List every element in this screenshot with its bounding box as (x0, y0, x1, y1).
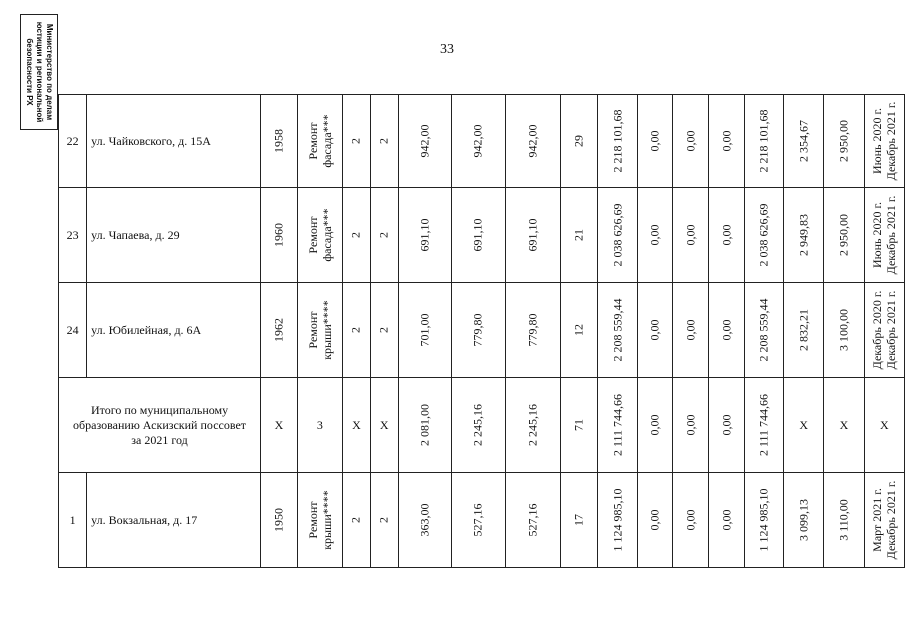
row-regional: 0,00 (673, 473, 709, 568)
row-owners: 1 124 985,10 (744, 473, 783, 568)
row-regional: 0,00 (673, 95, 709, 188)
row-work-type: Ремонт крыши**** (297, 283, 342, 378)
row-area-residential-2: 942,00 (505, 95, 560, 188)
total-owners: 2 111 744,66 (744, 378, 783, 473)
row-entrances: 2 (370, 95, 398, 188)
row-owners: 2 208 559,44 (744, 283, 783, 378)
row-area-residential: 527,16 (452, 473, 506, 568)
row-area-residential-2: 779,80 (505, 283, 560, 378)
row-limit-cost: 3 100,00 (824, 283, 864, 378)
stamp-text (24, 16, 54, 128)
row-area-total: 363,00 (398, 473, 452, 568)
row-address: ул. Юбилейная, д. 6А (87, 283, 261, 378)
row-area-total: 701,00 (398, 283, 452, 378)
row-area-residential-2: 691,10 (505, 188, 560, 283)
row-number: 1 (59, 473, 87, 568)
row-unit-cost: 2 832,21 (784, 283, 824, 378)
row-entrances: 2 (370, 473, 398, 568)
row-area-residential: 779,80 (452, 283, 506, 378)
row-cost-total: 1 124 985,10 (598, 473, 637, 568)
row-residents: 17 (560, 473, 598, 568)
row-work-type: Ремонт крыши**** (297, 473, 342, 568)
total-regional: 0,00 (673, 378, 709, 473)
row-unit-cost: 3 099,13 (784, 473, 824, 568)
row-residents: 12 (560, 283, 598, 378)
stamp-line-1: Министерство по делам (45, 23, 54, 121)
row-limit-cost: 2 950,00 (824, 188, 864, 283)
row-floors: 2 (343, 95, 371, 188)
total-local: 0,00 (709, 378, 745, 473)
row-area-residential-2: 527,16 (505, 473, 560, 568)
row-residents: 29 (560, 95, 598, 188)
row-owners: 2 038 626,69 (744, 188, 783, 283)
total-area-total: 2 081,00 (398, 378, 452, 473)
table-row (59, 283, 905, 378)
housing-repair-table (58, 94, 905, 568)
row-fund: 0,00 (637, 283, 673, 378)
total-label: Итого по муниципальному образованию Аскизский поссовет за 2021 год (59, 378, 261, 473)
row-number: 22 (59, 95, 87, 188)
registration-stamp (20, 14, 58, 130)
table-row (59, 188, 905, 283)
row-regional: 0,00 (673, 283, 709, 378)
row-residents: 21 (560, 188, 598, 283)
stamp-line-2: юстиции и региональной (35, 21, 44, 123)
row-cost-total: 2 208 559,44 (598, 283, 637, 378)
table-row (59, 95, 905, 188)
row-work-type: Ремонт фасада*** (297, 188, 342, 283)
row-floors: 2 (343, 283, 371, 378)
row-regional: 0,00 (673, 188, 709, 283)
row-unit-cost: 2 354,67 (784, 95, 824, 188)
row-year: 1950 (261, 473, 298, 568)
total-cost-total: 2 111 744,66 (598, 378, 637, 473)
row-area-residential: 691,10 (452, 188, 506, 283)
row-address: ул. Чапаева, д. 29 (87, 188, 261, 283)
total-year: Х (261, 378, 298, 473)
row-year: 1962 (261, 283, 298, 378)
row-dates: Июнь 2020 г. Декабрь 2021 г. (864, 95, 904, 188)
row-limit-cost: 3 110,00 (824, 473, 864, 568)
row-local: 0,00 (709, 473, 745, 568)
row-local: 0,00 (709, 95, 745, 188)
row-entrances: 2 (370, 188, 398, 283)
total-floors: Х (343, 378, 371, 473)
total-unit-cost: Х (784, 378, 824, 473)
row-fund: 0,00 (637, 188, 673, 283)
row-number: 23 (59, 188, 87, 283)
row-floors: 2 (343, 188, 371, 283)
row-dates: Декабрь 2020 г. Декабрь 2021 г. (864, 283, 904, 378)
total-fund: 0,00 (637, 378, 673, 473)
row-entrances: 2 (370, 283, 398, 378)
row-area-total: 691,10 (398, 188, 452, 283)
row-floors: 2 (343, 473, 371, 568)
row-dates: Июнь 2020 г. Декабрь 2021 г. (864, 188, 904, 283)
total-row (59, 378, 905, 473)
total-entrances: Х (370, 378, 398, 473)
row-local: 0,00 (709, 283, 745, 378)
stamp-line-3: безопасности РХ (25, 38, 34, 106)
row-year: 1958 (261, 95, 298, 188)
row-address: ул. Чайковского, д. 15А (87, 95, 261, 188)
total-residents: 71 (560, 378, 598, 473)
row-fund: 0,00 (637, 473, 673, 568)
table-row (59, 473, 905, 568)
total-limit-cost: Х (824, 378, 864, 473)
row-area-residential: 942,00 (452, 95, 506, 188)
total-dates: Х (864, 378, 904, 473)
row-address: ул. Вокзальная, д. 17 (87, 473, 261, 568)
total-area-residential: 2 245,16 (452, 378, 506, 473)
row-unit-cost: 2 949,83 (784, 188, 824, 283)
row-dates: Март 2021 г. Декабрь 2021 г. (864, 473, 904, 568)
row-number: 24 (59, 283, 87, 378)
row-year: 1960 (261, 188, 298, 283)
total-work-count: 3 (297, 378, 342, 473)
row-work-type: Ремонт фасада*** (297, 95, 342, 188)
row-local: 0,00 (709, 188, 745, 283)
total-area-residential-2: 2 245,16 (505, 378, 560, 473)
row-owners: 2 218 101,68 (744, 95, 783, 188)
page-number: 33 (440, 42, 454, 57)
row-cost-total: 2 038 626,69 (598, 188, 637, 283)
row-fund: 0,00 (637, 95, 673, 188)
row-area-total: 942,00 (398, 95, 452, 188)
row-limit-cost: 2 950,00 (824, 95, 864, 188)
row-cost-total: 2 218 101,68 (598, 95, 637, 188)
